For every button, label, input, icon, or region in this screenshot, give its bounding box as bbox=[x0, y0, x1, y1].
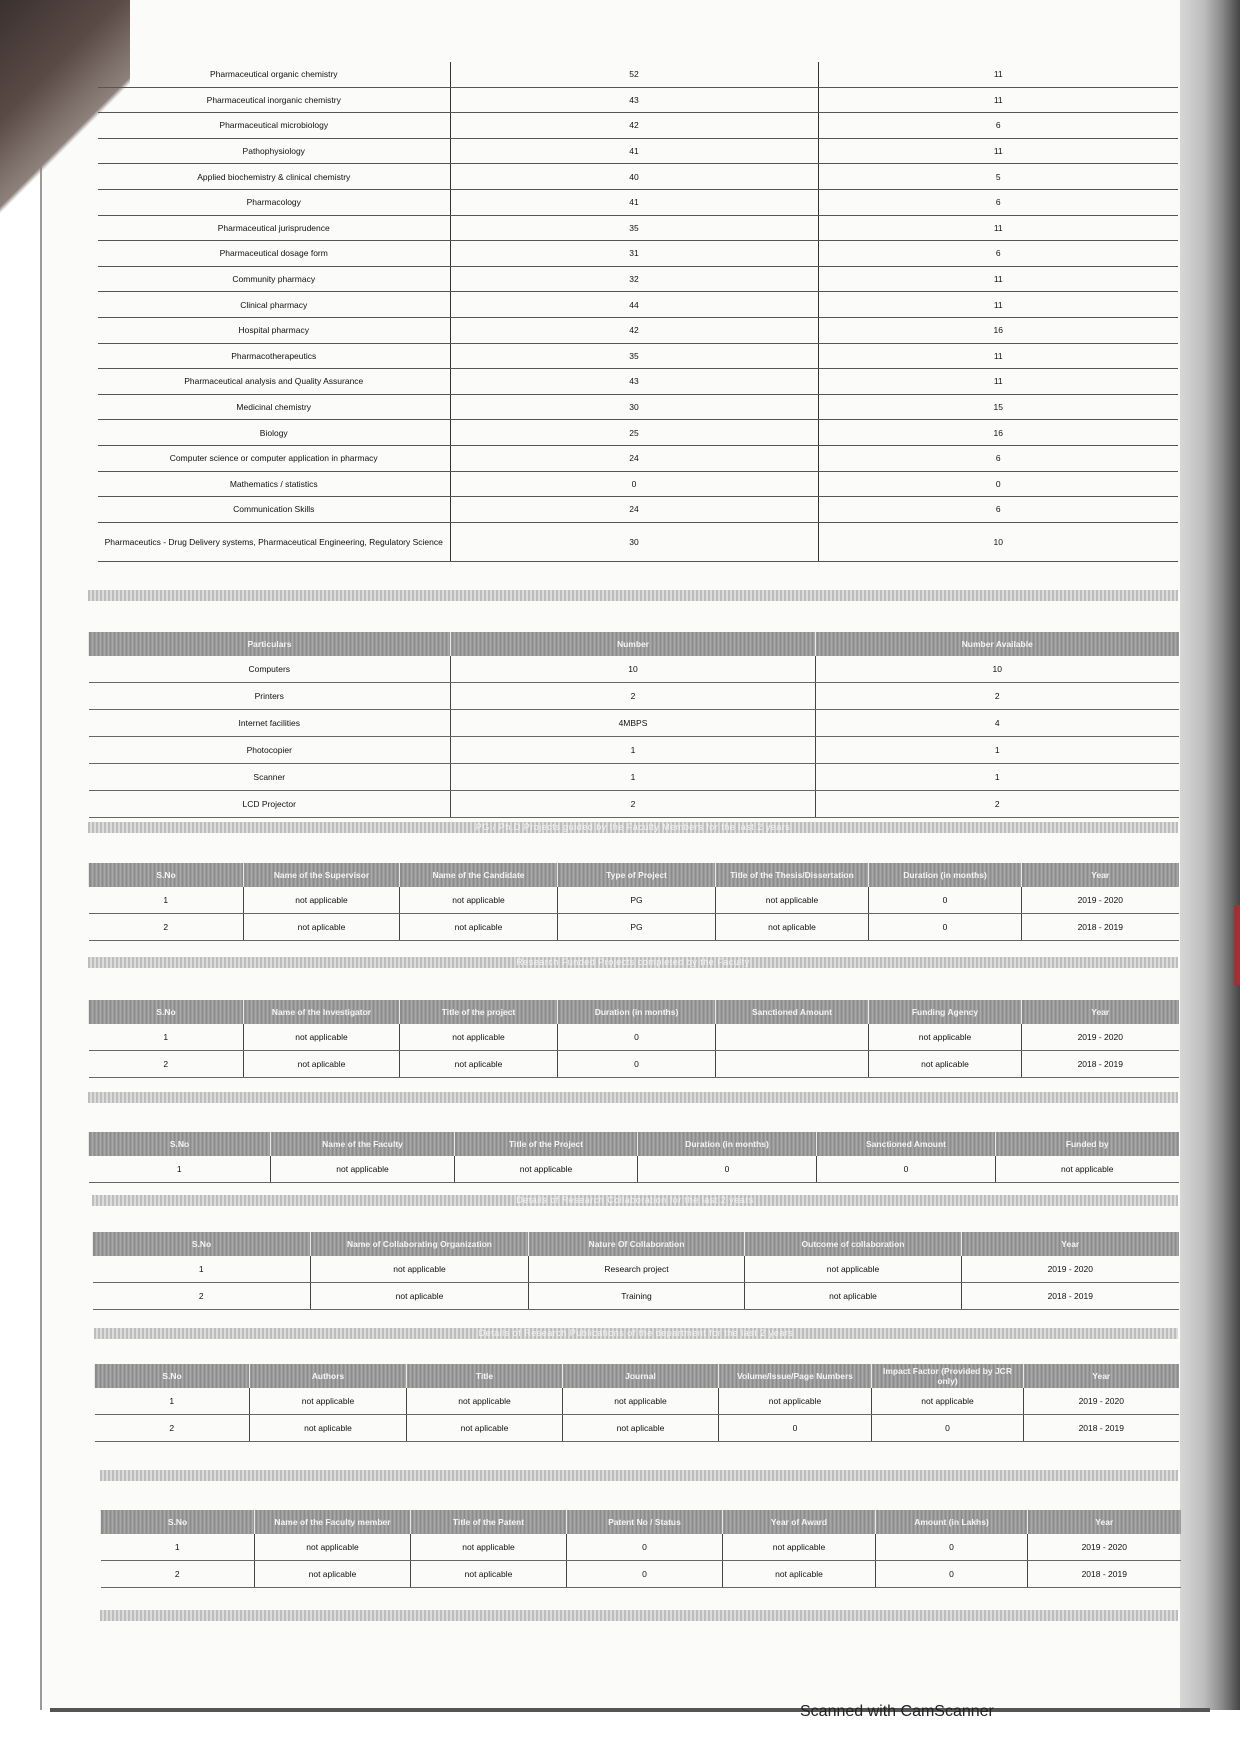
subject-value-b: 11 bbox=[818, 369, 1178, 395]
table-cell: 1 bbox=[89, 1156, 271, 1183]
subject-row bbox=[98, 420, 1178, 446]
column-header: Year of Award bbox=[723, 1510, 876, 1534]
table-cell bbox=[716, 1024, 869, 1051]
subject-name: Pharmacology bbox=[98, 189, 450, 215]
subject-name: Communication Skills bbox=[98, 497, 450, 523]
subject-value-a: 0 bbox=[450, 471, 818, 497]
subject-name: Pharmacotherapeutics bbox=[98, 343, 450, 369]
equipment-section-bar bbox=[88, 590, 1178, 601]
table-cell: 1 bbox=[89, 1024, 244, 1051]
table-cell: Internet facilities bbox=[89, 710, 451, 737]
column-header: Title bbox=[407, 1364, 563, 1388]
subject-name: Pharmaceutics - Drug Delivery systems, Pharmaceutical Engineering, Regulatory Science bbox=[98, 522, 450, 561]
table-row bbox=[89, 656, 1179, 683]
table-cell: Scanner bbox=[89, 764, 451, 791]
publications-section-title: Details of Research Publications of the department for the last 2 years bbox=[94, 1328, 1178, 1339]
collab-section-title: Details of Research Collaboration for the last 2 years bbox=[92, 1195, 1178, 1206]
table-row bbox=[89, 683, 1179, 710]
table-row bbox=[95, 1415, 1179, 1442]
table-cell: 2 bbox=[451, 683, 816, 710]
column-header: Patent No / Status bbox=[567, 1510, 723, 1534]
table-cell: 2019 - 2020 bbox=[1028, 1534, 1181, 1561]
table-row bbox=[89, 887, 1179, 914]
column-header: Nature Of Collaboration bbox=[529, 1232, 745, 1256]
subject-name: Pharmaceutical dosage form bbox=[98, 241, 450, 267]
subject-name: Medicinal chemistry bbox=[98, 394, 450, 420]
table-cell: 2 bbox=[89, 1051, 244, 1078]
subject-value-a: 44 bbox=[450, 292, 818, 318]
subject-row bbox=[98, 113, 1178, 139]
equipment-table bbox=[88, 632, 1179, 818]
table-cell: 2019 - 2020 bbox=[1022, 887, 1179, 914]
subject-value-b: 15 bbox=[818, 394, 1178, 420]
table-row bbox=[93, 1256, 1179, 1283]
subject-row bbox=[98, 522, 1178, 561]
table-cell: 2 bbox=[451, 791, 816, 818]
patents-section-bar bbox=[100, 1470, 1178, 1481]
subject-value-b: 11 bbox=[818, 292, 1178, 318]
publications-header-row bbox=[95, 1364, 1179, 1388]
subject-name: Hospital pharmacy bbox=[98, 317, 450, 343]
subject-name: Applied biochemistry & clinical chemistry bbox=[98, 164, 450, 190]
table-cell: 0 bbox=[567, 1534, 723, 1561]
column-header: Particulars bbox=[89, 632, 451, 656]
page-bottom-edge bbox=[50, 1708, 1210, 1712]
subject-value-a: 52 bbox=[450, 62, 818, 87]
page-binding-edge bbox=[1180, 0, 1240, 1710]
table-row bbox=[89, 791, 1179, 818]
column-header: Sanctioned Amount bbox=[716, 1000, 869, 1024]
table-cell: 2 bbox=[95, 1415, 250, 1442]
table-cell: not applicable bbox=[996, 1156, 1179, 1183]
column-header: S.No bbox=[101, 1510, 255, 1534]
subject-row bbox=[98, 87, 1178, 113]
column-header: S.No bbox=[95, 1364, 250, 1388]
table-cell: 10 bbox=[816, 656, 1179, 683]
table-cell: Printers bbox=[89, 683, 451, 710]
column-header: Year bbox=[962, 1232, 1179, 1256]
table-cell: 2018 - 2019 bbox=[1028, 1561, 1181, 1588]
table-cell: not aplicable bbox=[411, 1561, 567, 1588]
table-cell: 0 bbox=[558, 1051, 716, 1078]
table-cell: not aplicable bbox=[255, 1561, 411, 1588]
table-cell: not applicable bbox=[311, 1256, 529, 1283]
column-header: Volume/Issue/Page Numbers bbox=[719, 1364, 872, 1388]
subject-name: Pharmaceutical organic chemistry bbox=[98, 62, 450, 87]
column-header: S.No bbox=[93, 1232, 311, 1256]
column-header: Name of the Investigator bbox=[244, 1000, 400, 1024]
column-header: Number bbox=[451, 632, 816, 656]
column-header: Name of the Supervisor bbox=[244, 863, 400, 887]
subject-row bbox=[98, 471, 1178, 497]
column-header: Impact Factor (Provided by JCR only) bbox=[872, 1364, 1024, 1388]
collab-header-row bbox=[93, 1232, 1179, 1256]
column-header: Amount (in Lakhs) bbox=[876, 1510, 1028, 1534]
table-cell: 0 bbox=[567, 1561, 723, 1588]
subject-value-b: 11 bbox=[818, 215, 1178, 241]
table-cell: 2019 - 2020 bbox=[962, 1256, 1179, 1283]
table-cell: 1 bbox=[89, 887, 244, 914]
subject-value-a: 43 bbox=[450, 369, 818, 395]
table-cell: 1 bbox=[451, 737, 816, 764]
patents-table bbox=[100, 1510, 1181, 1588]
table-row bbox=[89, 1024, 1179, 1051]
subject-value-b: 5 bbox=[818, 164, 1178, 190]
subject-row bbox=[98, 215, 1178, 241]
subject-row bbox=[98, 292, 1178, 318]
table-cell: 2018 - 2019 bbox=[1024, 1415, 1179, 1442]
subject-value-a: 41 bbox=[450, 189, 818, 215]
subject-row bbox=[98, 497, 1178, 523]
column-header: Title of the project bbox=[400, 1000, 558, 1024]
consult-header-row bbox=[89, 1132, 1179, 1156]
table-cell: not aplicable bbox=[400, 914, 558, 941]
subject-value-a: 24 bbox=[450, 445, 818, 471]
table-cell: 1 bbox=[93, 1256, 311, 1283]
subject-name: Pharmaceutical analysis and Quality Assurance bbox=[98, 369, 450, 395]
table-row bbox=[89, 1051, 1179, 1078]
table-cell: not applicable bbox=[411, 1534, 567, 1561]
subject-name: Pharmaceutical inorganic chemistry bbox=[98, 87, 450, 113]
table-cell: not aplicable bbox=[311, 1283, 529, 1310]
subject-value-a: 41 bbox=[450, 138, 818, 164]
subject-value-b: 6 bbox=[818, 241, 1178, 267]
table-cell: 2019 - 2020 bbox=[1024, 1388, 1179, 1415]
table-cell: 0 bbox=[638, 1156, 817, 1183]
subject-value-a: 25 bbox=[450, 420, 818, 446]
table-cell: 2018 - 2019 bbox=[1022, 1051, 1179, 1078]
subject-value-b: 11 bbox=[818, 343, 1178, 369]
table-cell: not aplicable bbox=[407, 1415, 563, 1442]
subject-value-a: 42 bbox=[450, 317, 818, 343]
table-cell: not applicable bbox=[872, 1388, 1024, 1415]
table-cell: not applicable bbox=[407, 1388, 563, 1415]
table-cell: not aplicable bbox=[716, 914, 869, 941]
column-header: Title of the Thesis/Dissertation bbox=[716, 863, 869, 887]
equipment-header-row bbox=[89, 632, 1179, 656]
subject-row bbox=[98, 189, 1178, 215]
table-cell: 0 bbox=[869, 914, 1022, 941]
subject-name: Community pharmacy bbox=[98, 266, 450, 292]
column-header: S.No bbox=[89, 1132, 271, 1156]
table-cell: not aplicable bbox=[563, 1415, 719, 1442]
funded-projects-table bbox=[88, 1000, 1179, 1078]
subjects-table bbox=[98, 62, 1178, 562]
table-cell: 10 bbox=[451, 656, 816, 683]
table-cell: not applicable bbox=[400, 887, 558, 914]
column-header: Name of the Candidate bbox=[400, 863, 558, 887]
table-cell: not aplicable bbox=[400, 1051, 558, 1078]
subject-value-a: 31 bbox=[450, 241, 818, 267]
table-cell: not aplicable bbox=[244, 1051, 400, 1078]
table-row bbox=[95, 1388, 1179, 1415]
subject-row bbox=[98, 164, 1178, 190]
subject-value-a: 43 bbox=[450, 87, 818, 113]
red-edge-mark bbox=[1234, 905, 1240, 985]
table-cell: 0 bbox=[817, 1156, 996, 1183]
projects-table bbox=[88, 863, 1179, 941]
column-header: Name of the Faculty bbox=[271, 1132, 455, 1156]
table-cell: 0 bbox=[558, 1024, 716, 1051]
table-cell: LCD Projector bbox=[89, 791, 451, 818]
scanner-watermark: Scanned with CamScanner bbox=[800, 1703, 994, 1720]
collaboration-table bbox=[92, 1232, 1179, 1310]
subject-value-b: 11 bbox=[818, 62, 1178, 87]
column-header: Duration (in months) bbox=[638, 1132, 817, 1156]
table-cell: 1 bbox=[101, 1534, 255, 1561]
subject-value-b: 0 bbox=[818, 471, 1178, 497]
subject-value-b: 6 bbox=[818, 497, 1178, 523]
funded-section-title: Research Funded Projects completed by the Faculty bbox=[88, 957, 1178, 968]
subject-value-b: 6 bbox=[818, 113, 1178, 139]
subject-value-b: 11 bbox=[818, 87, 1178, 113]
table-cell: not applicable bbox=[244, 887, 400, 914]
subject-row bbox=[98, 266, 1178, 292]
column-header: Title of the Project bbox=[455, 1132, 638, 1156]
table-cell: not applicable bbox=[250, 1388, 407, 1415]
table-cell bbox=[716, 1051, 869, 1078]
subject-name: Pharmaceutical jurisprudence bbox=[98, 215, 450, 241]
subject-value-b: 11 bbox=[818, 138, 1178, 164]
projects-section-title: PG / Ph.D Projects guided by the Faculty Members for the last 2 years bbox=[88, 822, 1178, 833]
column-header: Journal bbox=[563, 1364, 719, 1388]
subject-name: Pathophysiology bbox=[98, 138, 450, 164]
table-cell: PG bbox=[558, 914, 716, 941]
table-cell: not aplicable bbox=[723, 1561, 876, 1588]
projects-header-row bbox=[89, 863, 1179, 887]
subject-row bbox=[98, 369, 1178, 395]
subject-row bbox=[98, 241, 1178, 267]
column-header: S.No bbox=[89, 1000, 244, 1024]
table-cell: not applicable bbox=[255, 1534, 411, 1561]
table-cell: not applicable bbox=[716, 887, 869, 914]
subject-name: Biology bbox=[98, 420, 450, 446]
table-cell: 0 bbox=[872, 1415, 1024, 1442]
table-cell: Photocopier bbox=[89, 737, 451, 764]
table-cell: 4 bbox=[816, 710, 1179, 737]
table-cell: 4MBPS bbox=[451, 710, 816, 737]
column-header: Name of Collaborating Organization bbox=[311, 1232, 529, 1256]
subject-value-b: 6 bbox=[818, 189, 1178, 215]
table-cell: Research project bbox=[529, 1256, 745, 1283]
table-row bbox=[101, 1534, 1181, 1561]
table-row bbox=[89, 737, 1179, 764]
table-cell: Computers bbox=[89, 656, 451, 683]
table-row bbox=[89, 764, 1179, 791]
table-row bbox=[89, 710, 1179, 737]
subject-value-a: 35 bbox=[450, 215, 818, 241]
table-cell: Training bbox=[529, 1283, 745, 1310]
table-cell: 1 bbox=[451, 764, 816, 791]
column-header: S.No bbox=[89, 863, 244, 887]
subject-row bbox=[98, 138, 1178, 164]
column-header: Name of the Faculty member bbox=[255, 1510, 411, 1534]
table-cell: not applicable bbox=[244, 1024, 400, 1051]
table-cell: not applicable bbox=[719, 1388, 872, 1415]
column-header: Type of Project bbox=[558, 863, 716, 887]
table-row bbox=[89, 914, 1179, 941]
column-header: Authors bbox=[250, 1364, 407, 1388]
table-cell: 2 bbox=[816, 683, 1179, 710]
subject-row bbox=[98, 317, 1178, 343]
subject-value-a: 42 bbox=[450, 113, 818, 139]
table-cell: PG bbox=[558, 887, 716, 914]
table-cell: not aplicable bbox=[869, 1051, 1022, 1078]
table-cell: 2 bbox=[101, 1561, 255, 1588]
subject-name: Pharmaceutical microbiology bbox=[98, 113, 450, 139]
table-cell: not applicable bbox=[400, 1024, 558, 1051]
subject-value-b: 16 bbox=[818, 317, 1178, 343]
table-cell: 2 bbox=[93, 1283, 311, 1310]
table-cell: not applicable bbox=[563, 1388, 719, 1415]
subject-row bbox=[98, 445, 1178, 471]
column-header: Number Available bbox=[816, 632, 1179, 656]
subject-value-a: 32 bbox=[450, 266, 818, 292]
table-cell: not applicable bbox=[271, 1156, 455, 1183]
table-row bbox=[101, 1561, 1181, 1588]
column-header: Year bbox=[1024, 1364, 1179, 1388]
table-cell: 0 bbox=[719, 1415, 872, 1442]
table-cell: 2018 - 2019 bbox=[1022, 914, 1179, 941]
subject-value-a: 40 bbox=[450, 164, 818, 190]
table-cell: 0 bbox=[869, 887, 1022, 914]
subject-value-b: 16 bbox=[818, 420, 1178, 446]
column-header: Year bbox=[1028, 1510, 1181, 1534]
subject-value-b: 11 bbox=[818, 266, 1178, 292]
subject-value-a: 30 bbox=[450, 522, 818, 561]
column-header: Duration (in months) bbox=[558, 1000, 716, 1024]
column-header: Funded by bbox=[996, 1132, 1179, 1156]
subject-value-a: 24 bbox=[450, 497, 818, 523]
table-cell: not applicable bbox=[723, 1534, 876, 1561]
subject-value-a: 30 bbox=[450, 394, 818, 420]
column-header: Funding Agency bbox=[869, 1000, 1022, 1024]
table-cell: 2 bbox=[89, 914, 244, 941]
column-header: Outcome of collaboration bbox=[745, 1232, 962, 1256]
table-cell: not applicable bbox=[869, 1024, 1022, 1051]
consultancy-table bbox=[88, 1132, 1179, 1183]
table-cell: 1 bbox=[816, 764, 1179, 791]
funded-header-row bbox=[89, 1000, 1179, 1024]
table-cell: not aplicable bbox=[745, 1283, 962, 1310]
subject-row bbox=[98, 343, 1178, 369]
consult-section-bar bbox=[88, 1092, 1178, 1103]
column-header: Year bbox=[1022, 1000, 1179, 1024]
subject-row bbox=[98, 62, 1178, 87]
table-cell: 0 bbox=[876, 1561, 1028, 1588]
table-cell: not applicable bbox=[745, 1256, 962, 1283]
table-cell: 1 bbox=[816, 737, 1179, 764]
table-row bbox=[89, 1156, 1179, 1183]
table-row bbox=[93, 1283, 1179, 1310]
table-cell: 1 bbox=[95, 1388, 250, 1415]
subject-name: Clinical pharmacy bbox=[98, 292, 450, 318]
subject-value-b: 10 bbox=[818, 522, 1178, 561]
table-cell: not aplicable bbox=[244, 914, 400, 941]
column-header: Year bbox=[1022, 863, 1179, 887]
subject-name: Mathematics / statistics bbox=[98, 471, 450, 497]
column-header: Title of the Patent bbox=[411, 1510, 567, 1534]
publications-table bbox=[94, 1364, 1179, 1442]
table-cell: 2 bbox=[816, 791, 1179, 818]
subject-name: Computer science or computer application in pharmacy bbox=[98, 445, 450, 471]
table-cell: 2018 - 2019 bbox=[962, 1283, 1179, 1310]
table-cell: 2019 - 2020 bbox=[1022, 1024, 1179, 1051]
table-cell: 0 bbox=[876, 1534, 1028, 1561]
subject-value-a: 35 bbox=[450, 343, 818, 369]
patents-header-row bbox=[101, 1510, 1181, 1534]
table-cell: not applicable bbox=[455, 1156, 638, 1183]
column-header: Sanctioned Amount bbox=[817, 1132, 996, 1156]
subject-row bbox=[98, 394, 1178, 420]
subject-value-b: 6 bbox=[818, 445, 1178, 471]
column-header: Duration (in months) bbox=[869, 863, 1022, 887]
table-cell: not aplicable bbox=[250, 1415, 407, 1442]
next-section-bar bbox=[100, 1610, 1178, 1621]
